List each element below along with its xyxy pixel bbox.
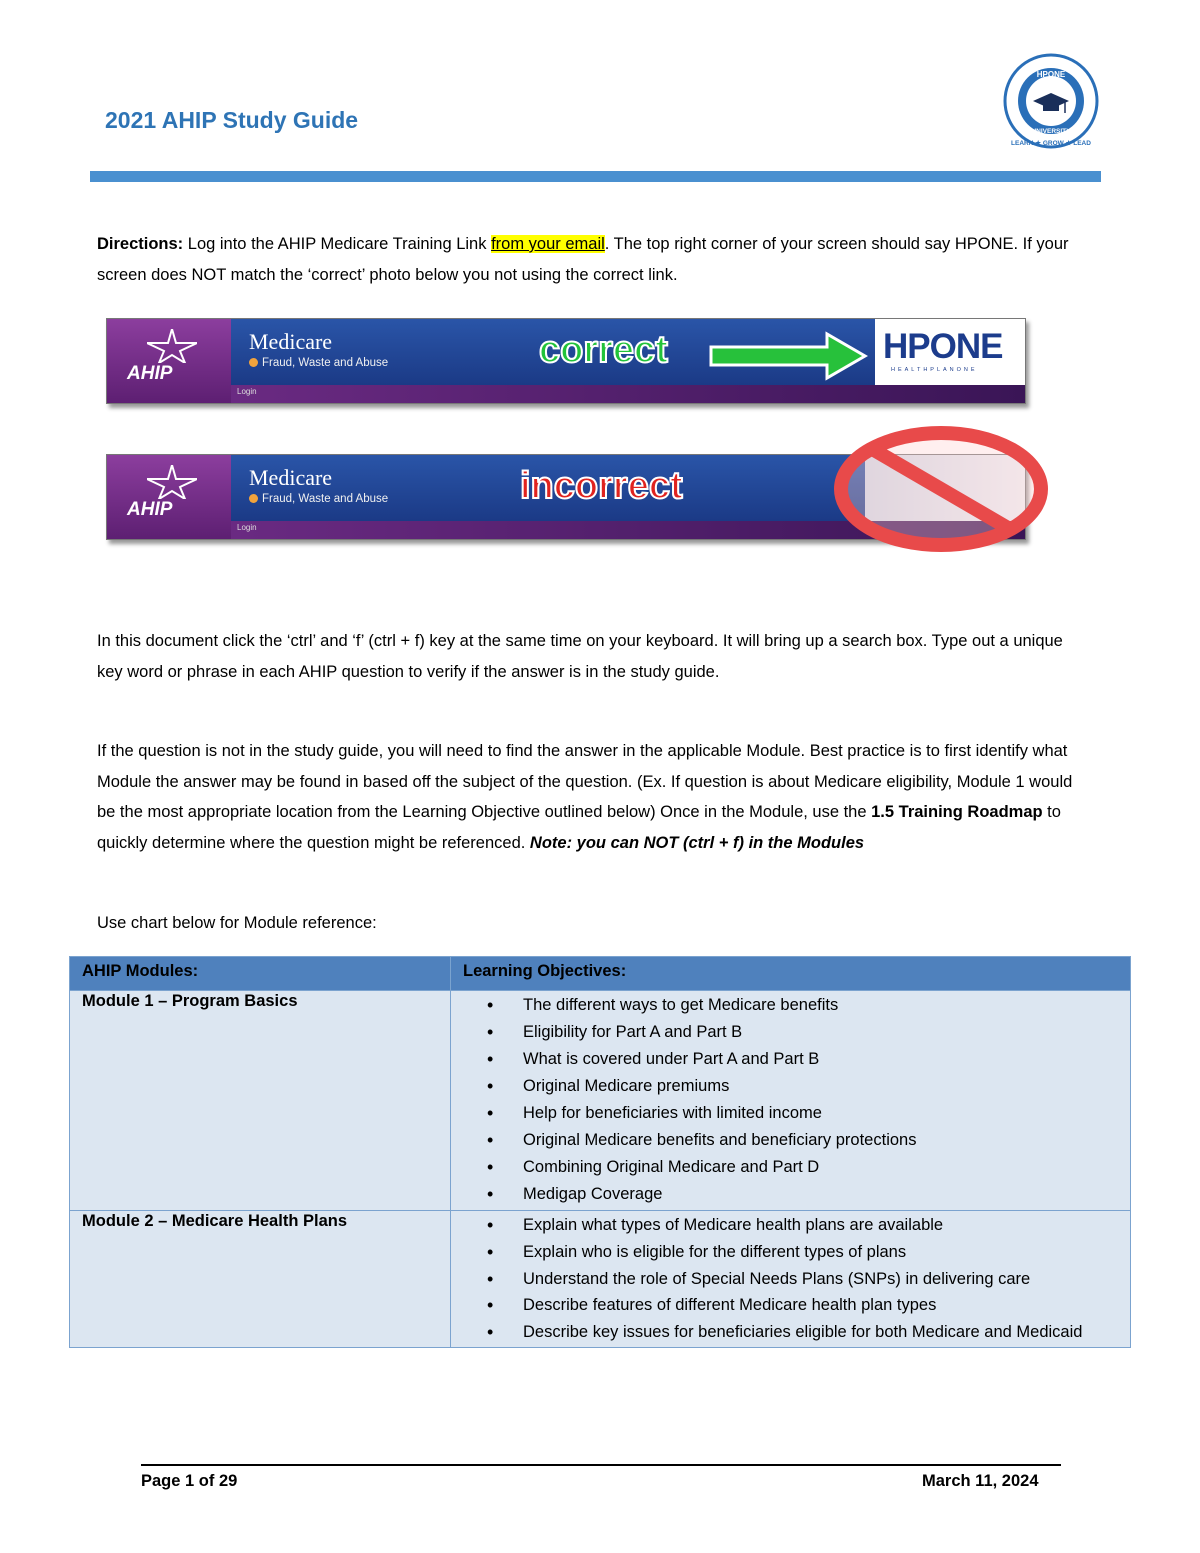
footer-rule bbox=[141, 1464, 1061, 1466]
table-row bbox=[70, 991, 1131, 1211]
module-name: Module 2 – Medicare Health Plans bbox=[70, 1211, 451, 1348]
login-label: Login bbox=[237, 523, 257, 532]
ahip-star-icon bbox=[147, 465, 197, 499]
list-item: • Combining Original Medicare and Part D bbox=[523, 1154, 1118, 1181]
directions-paragraph bbox=[97, 229, 1087, 290]
list-item: • Eligibility for Part A and Part B bbox=[523, 1019, 1118, 1046]
banner-medicare-title: Medicare bbox=[249, 465, 333, 490]
objectives-list bbox=[463, 992, 1118, 1208]
module-name: Module 1 – Program Basics bbox=[70, 991, 451, 1211]
ahip-brand-text: AHIP bbox=[127, 499, 173, 520]
ahip-star-icon bbox=[147, 329, 197, 363]
header-objectives: Learning Objectives: bbox=[451, 957, 1131, 991]
ahip-brand-text: AHIP bbox=[127, 363, 173, 384]
logo-mid-text: UNIVERSITY bbox=[1031, 128, 1071, 135]
training-roadmap-label: 1.5 Training Roadmap bbox=[871, 803, 1043, 821]
list-item: • Describe features of different Medicare health plan types bbox=[523, 1292, 1118, 1319]
list-item: • Original Medicare premiums bbox=[523, 1073, 1118, 1100]
objectives-cell bbox=[451, 1211, 1131, 1348]
orange-dot-icon bbox=[249, 494, 258, 503]
hpone-university-logo bbox=[1003, 53, 1099, 149]
document-title: 2021 AHIP Study Guide bbox=[105, 107, 359, 133]
hpone-logo-text: HPONE bbox=[883, 327, 1003, 366]
incorrect-label: incorrect bbox=[520, 465, 683, 507]
hpone-logo-subtext: HEALTHPLANONE bbox=[891, 367, 978, 373]
banner-medicare-title: Medicare bbox=[249, 329, 333, 354]
modules-table bbox=[69, 956, 1131, 1348]
objectives-list bbox=[463, 1212, 1118, 1345]
orange-dot-icon bbox=[249, 358, 258, 367]
list-item: • What is covered under Part A and Part B bbox=[523, 1046, 1118, 1073]
logo-top-text: HPONE bbox=[1036, 70, 1066, 79]
directions-label: Directions: bbox=[97, 235, 184, 253]
directions-text-before: Log into the AHIP Medicare Training Link bbox=[183, 235, 492, 253]
list-item: • Original Medicare benefits and beneficiary protections bbox=[523, 1127, 1118, 1154]
objectives-cell bbox=[451, 991, 1131, 1211]
green-arrow-icon bbox=[709, 331, 869, 381]
list-item: • Explain who is eligible for the different types of plans bbox=[523, 1239, 1118, 1266]
search-instructions-paragraph: In this document click the ‘ctrl’ and ‘f’ (ctrl + f) key at the same time on your keyboard. It will bring up a search box. Type out a unique key word or phrase in each AHIP question to verify if the answer is in the study guide. bbox=[97, 632, 1063, 681]
module-instructions-paragraph: If the question is not in the study guide, you will need to find the answer in the applicable Module. Best practice is to first identify what Module the answer may be found in based off the subject of the question. (Ex. If question is about Medicare eligibility, Module 1 would be the most appropriate location from the Learning Objective outlined below) Once in the Module, use the 1.5 Training Roadmap to quickly determine where the question might be referenced. Note: you can NOT (ctrl + f) in the Modules bbox=[97, 742, 1073, 852]
header-rule bbox=[90, 171, 1101, 182]
chart-intro-text: Use chart below for Module reference: bbox=[97, 914, 377, 932]
table-header-row bbox=[70, 957, 1131, 991]
correct-label: correct bbox=[539, 329, 668, 371]
login-label: Login bbox=[237, 387, 257, 396]
directions-text-after: . The top right corner of your screen should say HPONE. If your screen does NOT match the ‘correct’ photo below you not using the correct link. bbox=[97, 235, 1069, 284]
list-item: • Explain what types of Medicare health plans are available bbox=[523, 1212, 1118, 1239]
modules-note: Note: you can NOT (ctrl + f) in the Modules bbox=[529, 833, 865, 852]
footer-date: March 11, 2024 bbox=[922, 1472, 1039, 1490]
list-item: • Understand the role of Special Needs Plans (SNPs) in delivering care bbox=[523, 1266, 1118, 1292]
banner-subtitle: Fraud, Waste and Abuse bbox=[249, 493, 388, 505]
table-row bbox=[70, 1211, 1131, 1348]
list-item: • The different ways to get Medicare benefits bbox=[523, 992, 1118, 1019]
header-modules: AHIP Modules: bbox=[70, 957, 451, 991]
prohibited-icon bbox=[832, 424, 1050, 554]
list-item: • Describe key issues for beneficiaries eligible for both Medicare and Medicaid bbox=[523, 1319, 1118, 1345]
page-number: Page 1 of 29 bbox=[141, 1472, 238, 1490]
banner-subtitle: Fraud, Waste and Abuse bbox=[249, 357, 388, 369]
email-link[interactable]: from your email bbox=[491, 235, 605, 253]
logo-bottom-text: LEARN ★ GROW ★ LEAD bbox=[1011, 140, 1091, 147]
list-item: • Help for beneficiaries with limited income bbox=[523, 1100, 1118, 1127]
correct-banner-image bbox=[106, 318, 1026, 404]
list-item: • Medigap Coverage bbox=[523, 1181, 1118, 1208]
